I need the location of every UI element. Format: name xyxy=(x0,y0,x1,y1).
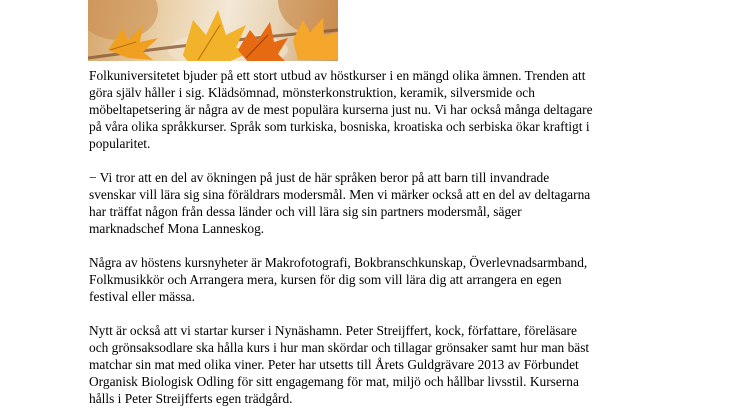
autumn-leaves-illustration xyxy=(88,0,338,61)
text-line: och grönsaksodlare ska hålla kurs i hur man skördar och tillagar grönsaker samt hur man bäst xyxy=(89,340,590,355)
paragraph-1 xyxy=(89,67,669,152)
text-line: festival eller mässa. xyxy=(89,289,195,304)
text-line: marknadschef Mona Lanneskog. xyxy=(89,221,265,236)
paragraph-4 xyxy=(89,322,669,407)
text-line: Nytt är också att vi startar kurser i Nynäshamn. Peter Streijffert, kock, författare, föreläsare xyxy=(89,323,577,338)
text-line: hålls i Peter Streijfferts egen trädgård. xyxy=(89,391,293,406)
text-line: Folkmusikkör och Arrangera mera, kursen för dig som vill lära dig att arrangera en egen xyxy=(89,272,562,287)
text-line: Folkuniversitetet bjuder på ett stort utbud av höstkurser i en mängd olika ämnen. Trenden att xyxy=(89,68,586,83)
text-line: möbeltapetsering är några av de mest populära kurserna just nu. Vi har också många deltagare xyxy=(89,102,593,117)
paragraph-2 xyxy=(89,169,669,237)
paragraph-3 xyxy=(89,254,669,305)
text-line: Organisk Biologisk Odling för sitt engagemang för mat, miljö och hållbar livsstil. Kurserna xyxy=(89,374,579,389)
text-line: Några av höstens kursnyheter är Makrofotografi, Bokbranschkunskap, Överlevnadsarmband, xyxy=(89,255,588,270)
text-line: har träffat någon från dessa länder och vill lära sig sin partners modersmål, säger xyxy=(89,204,522,219)
text-line: svenskar vill lära sig sina föräldrars modersmål. Men vi märker också att en del av deltagarna xyxy=(89,187,591,202)
text-line: göra själv håller i sig. Klädsömnad, mönsterkonstruktion, keramik, silversmide och xyxy=(89,85,535,100)
text-line: på våra olika språkkurser. Språk som turkiska, bosniska, kroatiska och serbiska ökar kraftigt i xyxy=(89,119,590,134)
text-line: popularitet. xyxy=(89,136,151,151)
article-body xyxy=(89,67,669,419)
text-line: − Vi tror att en del av ökningen på just de här språken beror på att barn till invandrade xyxy=(89,170,550,185)
autumn-leaves-image xyxy=(88,0,338,61)
text-line: matchar sin mat med olika viner. Peter har utsetts till Årets Guldgrävare 2013 av Förbundet xyxy=(89,357,579,372)
